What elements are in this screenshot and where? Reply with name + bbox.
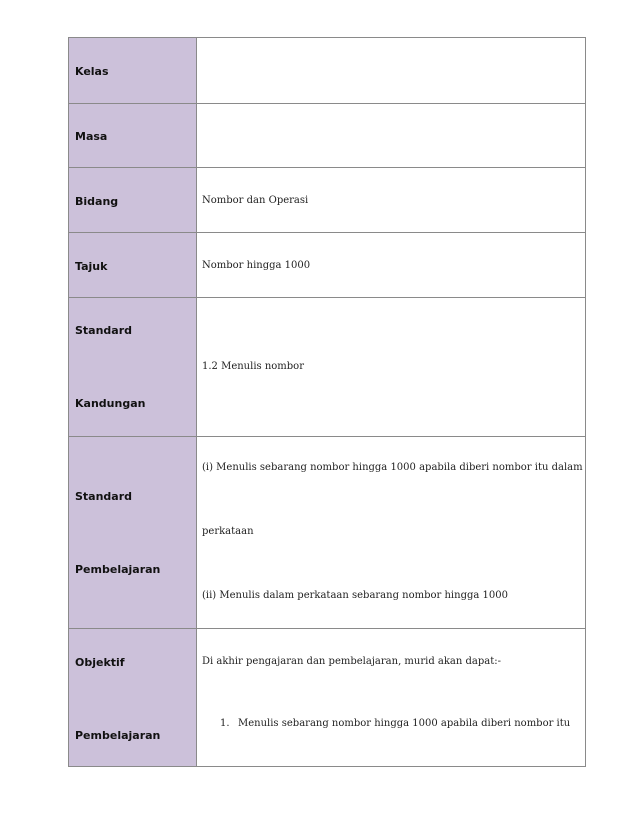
value-tajuk: Nombor hingga 1000 xyxy=(202,260,311,271)
row-standard-kandungan xyxy=(69,297,585,436)
value-cell-standard-kandungan xyxy=(197,298,585,436)
value-cell-standard-pembelajaran xyxy=(197,437,585,628)
value-cell-bidang xyxy=(197,168,585,232)
label-kelas: Kelas xyxy=(75,65,109,78)
label-objektif: Objektif xyxy=(75,656,125,669)
value-cell-tajuk xyxy=(197,233,585,297)
label-cell xyxy=(69,629,197,766)
value-cell-kelas xyxy=(197,38,585,103)
label-bidang: Bidang xyxy=(75,195,119,208)
value-bidang: Nombor dan Operasi xyxy=(202,195,309,206)
label-standard: Standard xyxy=(75,324,133,337)
value-line-1: (i) Menulis sebarang nombor hingga 1000 apabila diberi nombor itu dalam xyxy=(202,462,583,473)
label-standard: Standard xyxy=(75,490,133,503)
lesson-plan-table xyxy=(68,37,586,767)
value-line-2: perkataan xyxy=(202,526,254,537)
value-cell-objektif xyxy=(197,629,585,766)
label-pembelajaran: Pembelajaran xyxy=(75,563,161,576)
label-tajuk: Tajuk xyxy=(75,260,108,273)
list-item xyxy=(220,719,570,729)
list-text: Menulis sebarang nombor hingga 1000 apabila diberi nombor itu xyxy=(238,718,571,729)
value-standard-kandungan: 1.2 Menulis nombor xyxy=(202,361,304,372)
value-cell-masa xyxy=(197,104,585,167)
list-number: 1. xyxy=(220,718,230,729)
value-line-3: (ii) Menulis dalam perkataan sebarang nombor hingga 1000 xyxy=(202,590,508,601)
label-cell xyxy=(69,168,197,232)
label-cell xyxy=(69,38,197,103)
row-standard-pembelajaran xyxy=(69,436,585,628)
label-cell xyxy=(69,104,197,167)
label-cell xyxy=(69,233,197,297)
label-masa: Masa xyxy=(75,130,108,143)
label-kandungan: Kandungan xyxy=(75,397,146,410)
label-cell xyxy=(69,437,197,628)
label-pembelajaran: Pembelajaran xyxy=(75,729,161,742)
label-cell xyxy=(69,298,197,436)
row-bidang xyxy=(69,167,585,232)
row-tajuk xyxy=(69,232,585,297)
value-intro: Di akhir pengajaran dan pembelajaran, murid akan dapat:- xyxy=(202,656,502,667)
row-kelas xyxy=(69,38,585,103)
row-masa xyxy=(69,103,585,167)
row-objektif-pembelajaran xyxy=(69,628,585,766)
